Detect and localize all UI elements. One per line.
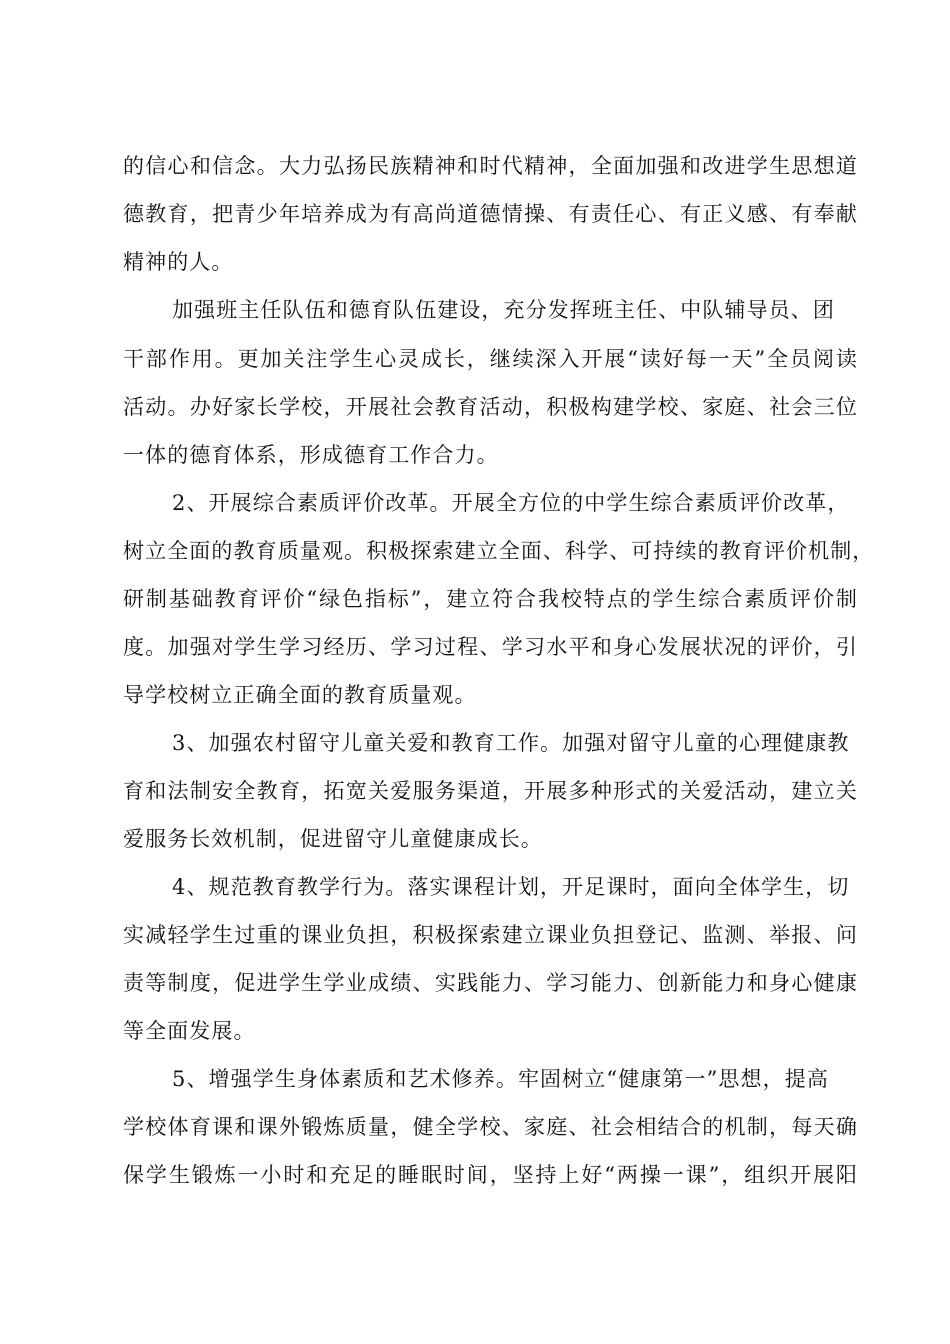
- text-line: 树立全面的教育质量观。积极探索建立全面、科学、可持续的教育评价机制，: [123, 539, 875, 563]
- text-line: 德教育，把青少年培养成为有高尚道德情操、有责任心、有正义感、有奉献: [123, 202, 858, 226]
- text-line: 度。加强对学生学习经历、学习过程、学习水平和身心发展状况的评价，引: [123, 635, 858, 659]
- text-line: 学校体育课和课外锻炼质量，健全学校、家庭、社会相结合的机制，每天确: [123, 1115, 858, 1139]
- text-line: 干部作用。更加关注学生心灵成长，继续深入开展“读好每一天”全员阅读: [123, 347, 858, 371]
- text-line: 精神的人。: [123, 250, 234, 274]
- text-line: 育和法制安全教育，拓宽关爱服务渠道，开展多种形式的关爱活动，建立关: [123, 779, 858, 803]
- text-line: 一体的德育体系，形成德育工作合力。: [123, 443, 499, 467]
- paragraph-first-line: 2、开展综合素质评价改革。开展全方位的中学生综合素质评价改革，: [172, 491, 850, 515]
- text-line: 实减轻学生过重的课业负担，积极探索建立课业负担登记、监测、举报、问: [123, 923, 858, 947]
- text-line: 等全面发展。: [123, 1019, 256, 1043]
- paragraph-first-line: 5、增强学生身体素质和艺术修养。牢固树立“健康第一”思想，提高: [172, 1067, 829, 1091]
- text-line: 研制基础教育评价“绿色指标”，建立符合我校特点的学生综合素质评价制: [123, 587, 858, 611]
- paragraph-first-line: 加强班主任队伍和德育队伍建设，充分发挥班主任、中队辅导员、团: [172, 298, 835, 322]
- text-line: 保学生锻炼一小时和充足的睡眠时间，坚持上好“两操一课”，组织开展阳: [123, 1163, 858, 1187]
- text-line: 责等制度，促进学生学业成绩、实践能力、学习能力、创新能力和身心健康: [123, 971, 858, 995]
- text-line: 导学校树立正确全面的教育质量观。: [123, 683, 477, 707]
- paragraph-first-line: 4、规范教育教学行为。落实课程计划，开足课时，面向全体学生，切: [172, 875, 850, 899]
- text-line: 爱服务长效机制，促进留守儿童健康成长。: [123, 827, 543, 851]
- paragraph-first-line: 3、加强农村留守儿童关爱和教育工作。加强对留守儿童的心理健康教: [172, 731, 850, 755]
- text-line: 活动。办好家长学校，开展社会教育活动，积极构建学校、家庭、社会三位: [123, 395, 858, 419]
- text-line: 的信心和信念。大力弘扬民族精神和时代精神，全面加强和改进学生思想道: [123, 154, 858, 178]
